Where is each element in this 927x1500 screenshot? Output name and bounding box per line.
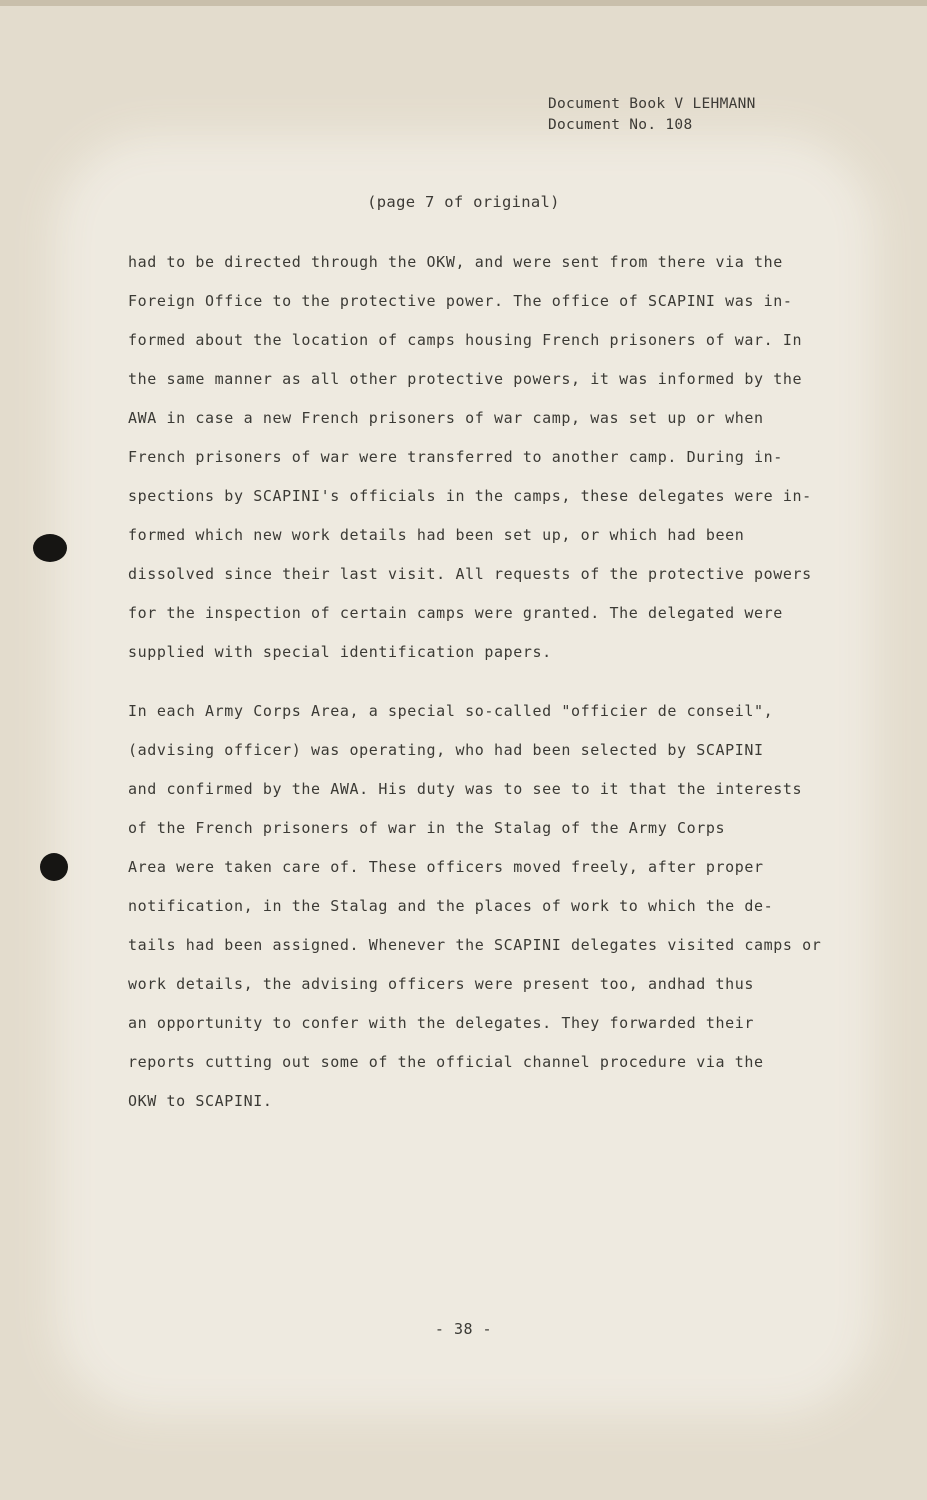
text-line: AWA in case a new French prisoners of war camp, was set up or when (128, 409, 764, 427)
text-line: the same manner as all other protective powers, it was informed by the (128, 370, 803, 388)
header-document-number: Document No. 108 (548, 117, 693, 133)
text-line: dissolved since their last visit. All requests of the protective powers (128, 565, 812, 583)
text-line: of the French prisoners of war in the Stalag of the Army Corps (128, 819, 726, 837)
text-line: French prisoners of war were transferred to another camp. During in- (128, 448, 783, 466)
text-line: OKW to SCAPINI. (128, 1092, 273, 1110)
text-line: Foreign Office to the protective power. The office of SCAPINI was in- (128, 292, 793, 310)
text-line: notification, in the Stalag and the places of work to which the de- (128, 897, 774, 915)
text-line: and confirmed by the AWA. His duty was to see to it that the interests (128, 780, 803, 798)
text-line: formed which new work details had been set up, or which had been (128, 526, 745, 544)
document-header (548, 94, 756, 136)
punch-hole (40, 853, 68, 881)
page-reference: (page 7 of original) (367, 193, 560, 211)
text-line: tails had been assigned. Whenever the SCAPINI delegates visited camps or (128, 936, 822, 954)
text-line: an opportunity to confer with the delegates. They forwarded their (128, 1014, 754, 1032)
text-line: In each Army Corps Area, a special so-called "officier de conseil", (128, 702, 774, 720)
text-line: supplied with special identification papers. (128, 643, 552, 661)
paragraph-1 (128, 251, 828, 680)
text-line: Area were taken care of. These officers moved freely, after proper (128, 858, 764, 876)
paragraph-2 (128, 700, 828, 1129)
text-line: (advising officer) was operating, who had been selected by SCAPINI (128, 741, 764, 759)
top-edge (0, 0, 927, 6)
punch-hole (33, 534, 67, 562)
text-line: reports cutting out some of the official channel procedure via the (128, 1053, 764, 1071)
text-line: had to be directed through the OKW, and were sent from there via the (128, 253, 783, 271)
text-line: formed about the location of camps housing French prisoners of war. In (128, 331, 803, 349)
page-number: - 38 - (434, 1320, 493, 1338)
header-book-line: Document Book V LEHMANN (548, 96, 756, 112)
text-line: spections by SCAPINI's officials in the camps, these delegates were in- (128, 487, 812, 505)
text-line: work details, the advising officers were present too, andhad thus (128, 975, 754, 993)
text-line: for the inspection of certain camps were granted. The delegated were (128, 604, 783, 622)
